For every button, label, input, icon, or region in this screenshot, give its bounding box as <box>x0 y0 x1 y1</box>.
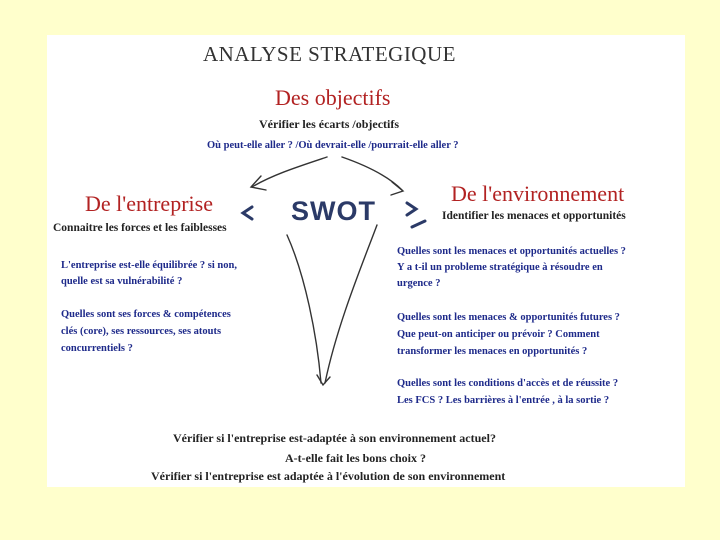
conclusion-line2: A-t-elle fait les bons choix ? <box>285 451 426 465</box>
entreprise-q2-line3: concurrentiels ? <box>61 343 133 354</box>
entreprise-q1-line1: L'entreprise est-elle équilibrée ? si non, <box>61 260 237 271</box>
page-title: ANALYSE STRATEGIQUE <box>203 42 456 66</box>
entreprise-q2-line1: Quelles sont ses forces & compétences <box>61 309 231 320</box>
bracket-bottom-right <box>412 221 425 227</box>
entreprise-q1-line2: quelle est sa vulnérabilité ? <box>61 276 183 287</box>
bracket-right <box>407 203 416 215</box>
arrow-to-entreprise <box>252 157 327 187</box>
entreprise-q2-line2: clés (core), ses ressources, ses atouts <box>61 326 222 337</box>
objectifs-heading: Des objectifs <box>275 85 391 110</box>
arrow-down-left <box>287 235 321 383</box>
environnement-q1-line2: Y a t-il un probleme stratégique à résoudre en <box>397 262 603 273</box>
environnement-q1-line1: Quelles sont les menaces et opportunités actuelles ? <box>397 246 626 257</box>
environnement-q1-line3: urgence ? <box>397 278 441 289</box>
diagram-panel <box>47 35 685 487</box>
arrowhead-down <box>317 375 330 385</box>
arrow-to-environnement <box>342 157 402 190</box>
swot-label: SWOT <box>291 196 376 226</box>
objectifs-subheading: Vérifier les écarts /objectifs <box>259 117 400 131</box>
environnement-q2-line3: transformer les menaces en opportunités ? <box>397 346 588 357</box>
environnement-subheading: Identifier les menaces et opportunités <box>442 210 626 222</box>
environnement-heading: De l'environnement <box>451 181 625 206</box>
entreprise-subheading: Connaitre les forces et les faiblesses <box>53 222 227 234</box>
bracket-left <box>243 207 252 219</box>
environnement-q2-line2: Que peut-on anticiper ou prévoir ? Comment <box>397 329 600 340</box>
conclusion-line3: Vérifier si l'entreprise est adaptée à l'évolution de son environnement <box>151 469 506 483</box>
conclusion-line1: Vérifier si l'entreprise est-adaptée à son environnement actuel? <box>173 431 496 445</box>
environnement-q3-line1: Quelles sont les conditions d'accès et de réussite ? <box>397 378 619 389</box>
arrow-down-right <box>325 225 377 383</box>
entreprise-heading: De l'entreprise <box>85 191 213 216</box>
environnement-q3-line2: Les FCS ? Les barrières à l'entrée , à la sortie ? <box>397 395 610 406</box>
environnement-q2-line1: Quelles sont les menaces & opportunités futures ? <box>397 312 620 323</box>
objectifs-question: Où peut-elle aller ? /Où devrait-elle /pourrait-elle aller ? <box>207 140 459 151</box>
